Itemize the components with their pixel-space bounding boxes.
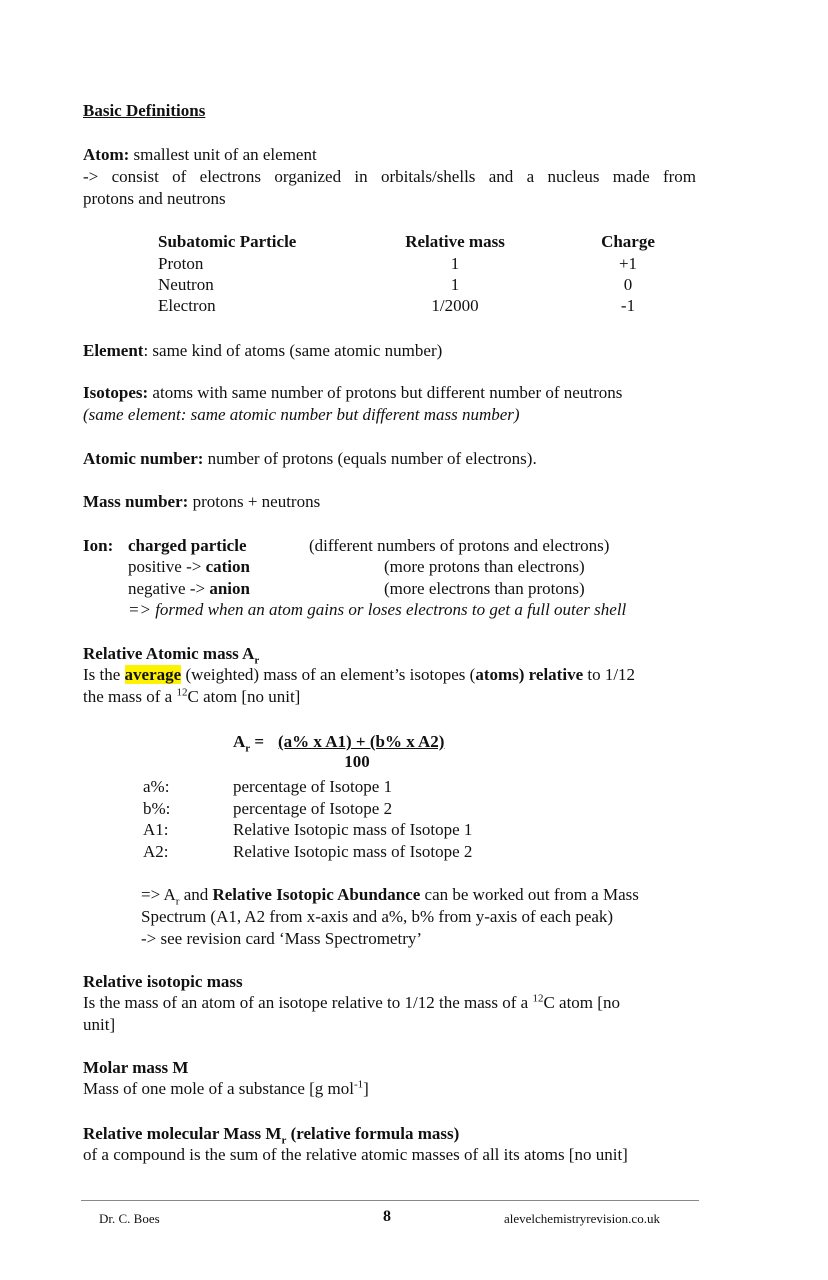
abundance-line1: => $A_r$ and Relative Isotopic Abundance can be worked out from a Mass [141,885,639,908]
ram-title: Relative Atomic mass $A_r$ [83,644,260,667]
table-cell: Electron [158,296,216,315]
ion-positive-desc: (more protons than electrons) [384,557,585,576]
table-cell: 1 [450,254,460,273]
var-symbol: a%: [143,777,170,796]
mass-number-definition: Mass number: protons + neutrons [83,492,321,511]
table-cell: 1/2000 [431,296,479,315]
var-description: percentage of Isotope 2 [233,799,393,818]
ram-line1: Is the average (weighted) mass of an element’s isotopes (atoms) relative to 1/12 [83,665,636,684]
table-cell: -1 [620,296,636,315]
var-description: percentage of Isotope 1 [233,777,393,796]
rim-line2: unit] [83,1015,116,1034]
table-cell: +1 [618,254,638,273]
highlight-average: average [124,665,182,684]
table-header-charge: Charge [601,232,655,251]
molar-line1: Mass of one mole of a substance [g mol$^{-1}$] [83,1078,369,1098]
atom-definition: Atom: smallest unit of an element [83,145,317,164]
ion-title: charged particle [128,536,247,555]
page-title: Basic Definitions [83,101,206,120]
page-number: 8 [383,1208,391,1225]
table-cell: 0 [623,275,633,294]
table-cell: Proton [158,254,204,273]
footer-author: Dr. C. Boes [99,1211,160,1226]
element-definition: Element: same kind of atoms (same atomic number) [83,341,443,360]
var-description: Relative Isotopic mass of Isotope 2 [233,842,473,861]
formula-numerator: (a% x A1) + (b% x A2) [278,732,445,751]
ion-label: Ion: [83,536,114,555]
ion-negative-desc: (more electrons than protons) [384,579,585,598]
var-symbol: b%: [143,799,171,818]
atomic-number-definition: Atomic number: number of protons (equals number of electrons). [83,449,537,468]
rim-line1: Is the mass of an atom of an isotope relative to 1/12 the mass of a $^{12}$C atom [no [83,992,620,1012]
isotopes-note: (same element: same atomic number but different mass number) [83,405,520,424]
rmm-title: Relative molecular Mass $M_r$ (relative formula mass) [83,1124,460,1147]
formula-denominator: 100 [344,752,370,771]
atom-detail-line2: protons and neutrons [83,189,226,208]
footer-site-link[interactable]: alevelchemistryrevision.co.uk [504,1211,660,1226]
ion-description: (different numbers of protons and electrons) [309,536,610,555]
rim-title: Relative isotopic mass [83,972,243,991]
ion-negative: negative -> anion [128,579,250,598]
table-header-particle: Subatomic Particle [158,232,297,251]
rmm-text: of a compound is the sum of the relative atomic masses of all its atoms [no unit] [83,1145,628,1164]
table-cell: Neutron [158,275,214,294]
ion-formed-note: => formed when an atom gains or loses electrons to get a full outer shell [128,600,627,619]
var-symbol: A2: [143,842,169,861]
ram-line2: the mass of a $^{12}$C atom [no unit] [83,686,301,706]
isotopes-definition: Isotopes: atoms with same number of protons but different number of neutrons [83,383,623,402]
var-symbol: A1: [143,820,169,839]
footer-divider [81,1200,699,1201]
abundance-line2: Spectrum (A1, A2 from x-axis and a%, b% from y-axis of each peak) [141,907,614,926]
atom-detail-line1: -> consist of electrons organized in orbitals/shells and a nucleus made from [83,167,696,186]
ion-positive: positive -> cation [128,557,250,576]
molar-title: Molar mass M [83,1058,189,1077]
abundance-line3: -> see revision card ‘Mass Spectrometry’ [141,929,423,948]
var-description: Relative Isotopic mass of Isotope 1 [233,820,473,839]
table-cell: 1 [450,275,460,294]
formula-lhs: $A_r$ = [233,732,265,755]
table-header-mass: Relative mass [405,232,505,251]
